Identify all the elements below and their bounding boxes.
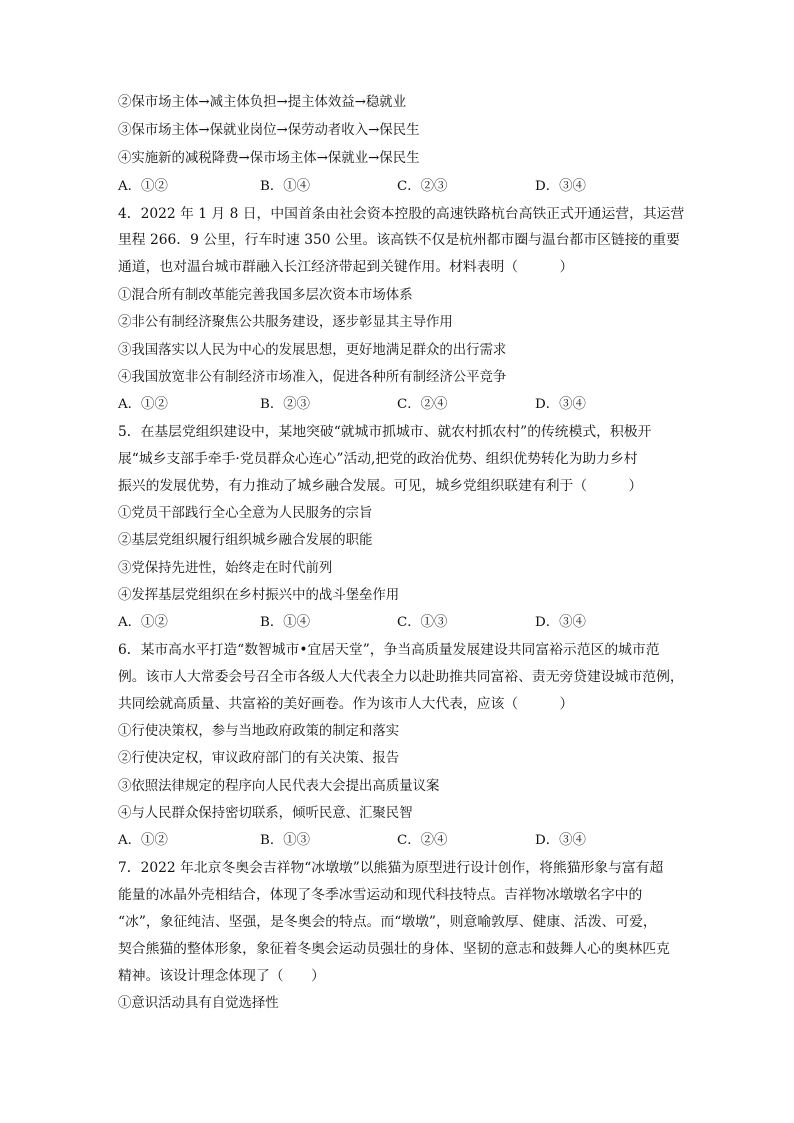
q5-stem-line-3: 振兴的发展优势，有力推动了城乡融合发展。可见，城乡党组织联建有利于（ ） xyxy=(118,478,643,494)
q5-stem-line-1: 5．在基层党组织建设中，某地突破“就城市抓城市、就农村抓农村”的传统模式，积极开 xyxy=(118,424,652,440)
q7-stem-line-5: 精神。该设计理念体现了（ ） xyxy=(118,968,325,984)
q6-option-a: A．①② xyxy=(118,833,168,848)
q7-stem-line-2: 能量的冰晶外壳相结合，体现了冬季冰雪运动和现代科技特点。吉祥物冰墩墩名字中的 xyxy=(118,887,643,903)
q7-stem-line-3: “冰”，象征纯洁、坚强，是冬奥会的特点。而“墩墩”，则意喻敦厚、健康、活泼、可爱， xyxy=(118,914,657,930)
q3-options xyxy=(118,178,678,196)
q6-stem-line-2: 例。该市人大常委会号召全市各级人大代表全力以赴助推共同富裕、责无旁贷建设城市范例， xyxy=(118,669,684,685)
q6-stem-line-3: 共同绘就高质量、共富裕的美好画卷。作为该市人大代表，应该（ ） xyxy=(118,696,574,712)
q7-item-1: ①意识活动具有自觉选择性 xyxy=(118,996,279,1011)
q6-item-1: ①行使决策权，参与当地政府政策的制定和落实 xyxy=(118,724,400,739)
q4-options xyxy=(118,396,678,414)
q3-option-c: C．②③ xyxy=(397,179,448,194)
q5-options xyxy=(118,614,678,632)
q4-item-2: ②非公有制经济聚焦公共服务建设，逐步彰显其主导作用 xyxy=(118,315,453,330)
q7-stem-line-4: 契合熊猫的整体形象，象征着冬奥会运动员强壮的身体、坚韧的意志和鼓舞人心的奥林匹克 xyxy=(118,941,670,957)
q5-option-d: D．③④ xyxy=(535,615,586,630)
q5-option-c: C．①③ xyxy=(397,615,448,630)
q3-option-d: D．③④ xyxy=(535,179,586,194)
q4-item-4: ④我国放宽非公有制经济市场准入，促进各种所有制经济公平竞争 xyxy=(118,370,507,385)
q6-option-b: B．①③ xyxy=(260,833,311,848)
q5-item-1: ①党员干部践行全心全意为人民服务的宗旨 xyxy=(118,506,373,521)
q3-item-2: ②保市场主体→减主体负担→提主体效益→稳就业 xyxy=(118,95,407,110)
q4-option-c: C．②④ xyxy=(397,397,448,412)
q5-item-2: ②基层党组织履行组织城乡融合发展的职能 xyxy=(118,533,373,548)
q4-item-1: ①混合所有制改革能完善我国多层次资本市场体系 xyxy=(118,288,413,303)
q5-item-4: ④发挥基层党组织在乡村振兴中的战斗堡垒作用 xyxy=(118,588,400,603)
q6-option-c: C．②④ xyxy=(397,833,448,848)
q4-stem-line-1: 4．2022 年 1 月 8 日，中国首条由社会资本控股的高速铁路杭台高铁正式开通运营，其运营 xyxy=(118,206,685,222)
q6-options xyxy=(118,832,678,850)
q3-item-3: ③保市场主体→保就业岗位→保劳动者收入→保民生 xyxy=(118,123,420,138)
q6-item-3: ③依照法律规定的程序向人民代表大会提出高质量议案 xyxy=(118,779,440,794)
q6-stem-line-1: 6．某市高水平打造“数智城市•宜居天堂”，争当高质量发展建设共同富裕示范区的城市范 xyxy=(118,642,660,658)
q5-option-a: A．①② xyxy=(118,615,168,630)
q4-option-a: A．①② xyxy=(118,397,168,412)
q4-stem-line-2: 里程 266．9 公里，行车时速 350 公里。该高铁不仅是杭州都市圈与温台都市区链接的重要 xyxy=(118,232,680,248)
q3-option-b: B．①④ xyxy=(260,179,311,194)
q4-stem-line-3: 通道，也对温台城市群融入长江经济带起到关键作用。材料表明（ ） xyxy=(118,259,574,275)
q5-item-3: ③党保持先进性，始终走在时代前列 xyxy=(118,561,333,576)
q4-item-3: ③我国落实以人民为中心的发展思想，更好地满足群众的出行需求 xyxy=(118,343,507,358)
q3-item-4: ④实施新的减税降费→保市场主体→保就业→保民生 xyxy=(118,151,420,166)
q6-item-2: ②行使决定权，审议政府部门的有关决策、报告 xyxy=(118,751,400,766)
q5-stem-line-2: 展“城乡支部手牵手·党员群众心连心”活动,把党的政治优势、组织优势转化为助力乡村 xyxy=(118,451,638,467)
q6-item-4: ④与人民群众保持密切联系，倾听民意、汇聚民智 xyxy=(118,806,413,821)
q4-option-d: D．③④ xyxy=(535,397,586,412)
q4-option-b: B．②③ xyxy=(260,397,311,412)
q3-option-a: A．①② xyxy=(118,179,168,194)
q5-option-b: B．①④ xyxy=(260,615,311,630)
q6-option-d: D．③④ xyxy=(535,833,586,848)
q7-stem-line-1: 7．2022 年北京冬奥会吉祥物“冰墩墩”以熊猫为原型进行设计创作，将熊猫形象与富有超 xyxy=(118,860,664,876)
